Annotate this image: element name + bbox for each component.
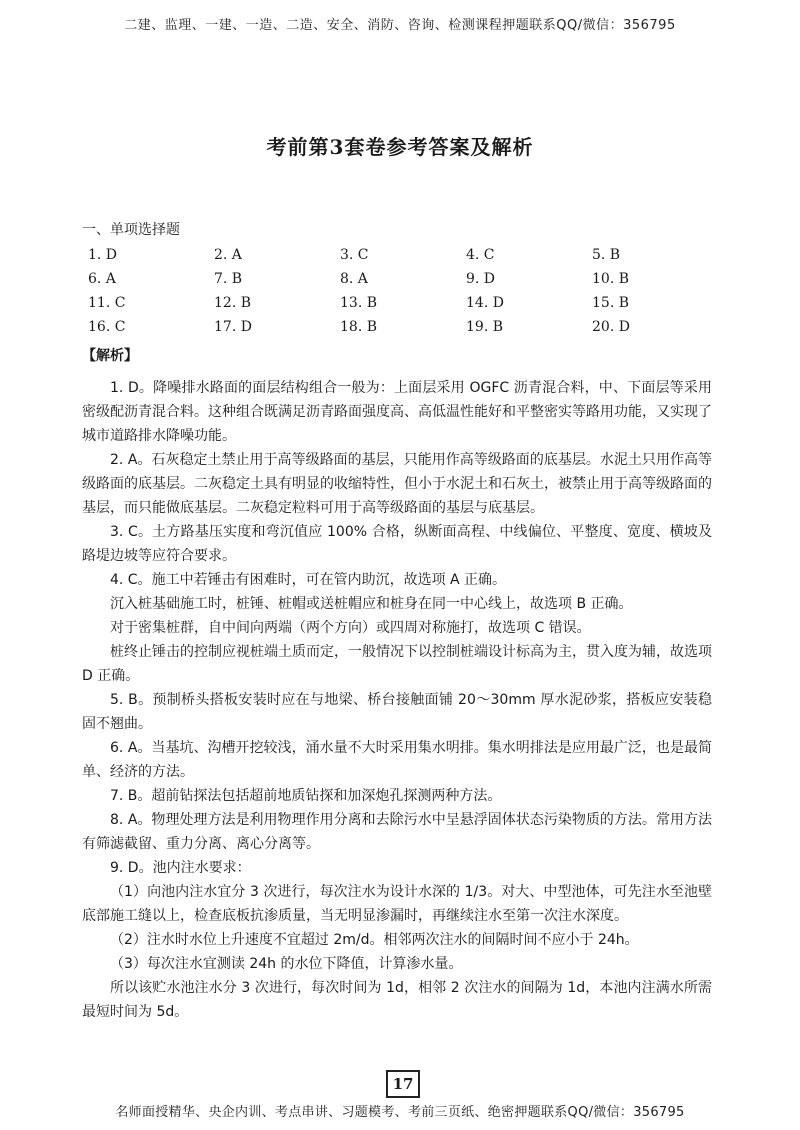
answer-item: 18. B	[340, 319, 378, 335]
analysis-body	[82, 376, 712, 1024]
analysis-paragraph: 桩终止锤击的控制应视桩端土质而定，一般情况下以控制桩端设计标高为主，贯入度为辅，故选项 D 正确。	[82, 644, 712, 684]
answer-item: 5. B	[592, 247, 621, 263]
analysis-paragraph: 5. B。预制桥头搭板安装时应在与地梁、桥台接触面铺 20～30mm 厚水泥砂浆，搭板应安装稳固不翘曲。	[82, 692, 712, 732]
answer-item: 13. B	[340, 295, 378, 311]
analysis-paragraph: 对于密集桩群，自中间向两端（两个方向）或四周对称施打，故选项 C 错误。	[110, 620, 591, 636]
answer-item: 19. B	[466, 319, 504, 335]
analysis-paragraph: 7. B。超前钻探法包括超前地质钻探和加深炮孔探测两种方法。	[110, 788, 502, 804]
answer-item: 6. A	[88, 271, 116, 287]
answer-item: 2. A	[214, 247, 242, 263]
answer-item: 10. B	[592, 271, 630, 287]
header-banner: 二建、监理、一建、一造、二造、安全、消防、咨询、检测课程押题联系QQ/微信：356795	[124, 18, 676, 33]
answer-item: 3. C	[340, 247, 369, 263]
answer-item: 20. D	[592, 319, 630, 335]
answer-item: 14. D	[466, 295, 504, 311]
analysis-paragraph: 所以该贮水池注水分 3 次进行，每次时间为 1d，相邻 2 次注水的间隔为 1d，本池内注满水所需最短时间为 5d。	[82, 980, 712, 1020]
answer-item: 1. D	[88, 247, 118, 263]
analysis-paragraph: 9. D。池内注水要求：	[110, 860, 251, 876]
answer-grid	[88, 243, 648, 339]
answer-item: 11. C	[88, 295, 126, 311]
section-heading-single-choice: 一、单项选择题	[82, 222, 180, 238]
analysis-paragraph: 3. C。土方路基压实度和弯沉值应 100% 合格，纵断面高程、中线偏位、平整度、宽度、横坡及路堤边坡等应符合要求。	[82, 524, 712, 564]
analysis-paragraph: 8. A。物理处理方法是利用物理作用分离和去除污水中呈悬浮固体状态污染物质的方法。常用方法有筛滤截留、重力分离、离心分离等。	[82, 812, 712, 852]
answer-item: 4. C	[466, 247, 495, 263]
page-number: 17	[386, 1070, 420, 1098]
analysis-paragraph: （2）注水时水位上升速度不宜超过 2m/d。相邻两次注水的间隔时间不应小于 24h。	[110, 932, 639, 948]
analysis-heading: 【解析】	[82, 348, 138, 364]
footer-banner: 名师面授精华、央企内训、考点串讲、习题模考、考前三页纸、绝密押题联系QQ/微信：356795	[115, 1105, 685, 1120]
answer-item: 7. B	[214, 271, 243, 287]
answer-item: 9. D	[466, 271, 496, 287]
answer-item: 12. B	[214, 295, 252, 311]
answer-item: 15. B	[592, 295, 630, 311]
analysis-paragraph: （1）向池内注水宜分 3 次进行，每次注水为设计水深的 1/3。对大、中型池体，可先注水至池壁底部施工缝以上，检查底板抗渗质量，当无明显渗漏时，再继续注水至第一次注水深度。	[82, 884, 712, 924]
page-title: 考前第3套卷参考答案及解析	[266, 135, 534, 159]
answer-item: 16. C	[88, 319, 126, 335]
analysis-paragraph: 1. D。降噪排水路面的面层结构组合一般为：上面层采用 OGFC 沥青混合料，中、下面层等采用密级配沥青混合料。这种组合既满足沥青路面强度高、高低温性能好和平整密实等路用功能，又实现了城市道路排水降噪功能。	[82, 380, 712, 444]
analysis-paragraph: 2. A。石灰稳定土禁止用于高等级路面的基层，只能用作高等级路面的底基层。水泥土只用作高等级路面的底基层。二灰稳定土具有明显的收缩特性，但小于水泥土和石灰土，被禁止用于高等级路面的基层，而只能做底基层。二灰稳定粒料可用于高等级路面的基层与底基层。	[82, 452, 712, 516]
analysis-paragraph: 沉入桩基础施工时，桩锤、桩帽或送桩帽应和桩身在同一中心线上，故选项 B 正确。	[110, 596, 633, 612]
answer-item: 17. D	[214, 319, 252, 335]
answer-item: 8. A	[340, 271, 368, 287]
analysis-paragraph: 4. C。施工中若锤击有困难时，可在管内助沉，故选项 A 正确。	[110, 572, 507, 588]
analysis-paragraph: （3）每次注水宜测读 24h 的水位下降值，计算渗水量。	[110, 956, 463, 972]
analysis-paragraph: 6. A。当基坑、沟槽开挖较浅，涌水量不大时采用集水明排。集水明排法是应用最广泛，也是最简单、经济的方法。	[82, 740, 712, 780]
